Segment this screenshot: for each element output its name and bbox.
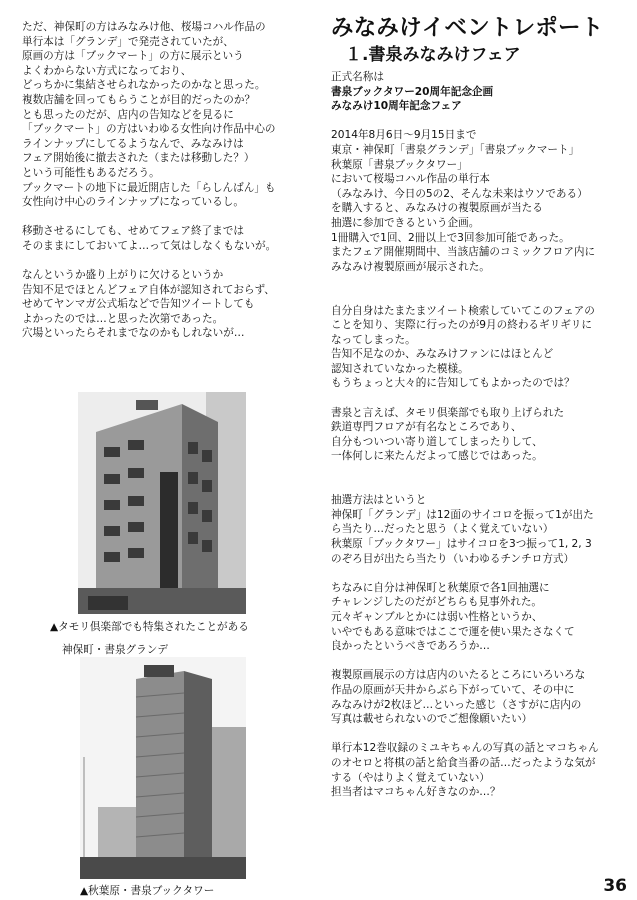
text-line: 写真は載せられないのでご想像願いたい） [331,713,533,726]
paragraph [22,224,304,253]
text-line: 2014年8月6日～9月15日まで [331,129,477,142]
paragraph [22,20,304,210]
text-line: 原画の方は「ブックマート」の方に展示という [22,50,244,63]
text-line: 告知不足なのか、みなみけファンにはほとんど [331,348,554,361]
paragraph-gap [331,391,631,406]
left-column [22,20,304,341]
page-number: 36 [603,876,627,896]
text-line: またフェア開催期間中、当該店舗のコミックフロア内に [331,246,596,259]
paragraph [331,70,631,114]
right-column [331,14,631,800]
paragraph-gap [331,289,631,304]
text-line: 元々ギャンブルとかには弱い性格というか、 [331,610,543,623]
paragraph [331,304,631,392]
photo2-label: 神保町・書泉グランデ [62,644,168,656]
text-line: 書泉ブックタワー20周年記念企画 [331,85,494,98]
text-line: フェア開始後に撤去された（または移動した？） [22,152,255,165]
text-line: において桜場コハル作品の単行本 [331,173,490,186]
text-line: 秋葉原「書泉ブックタワー」 [331,158,468,171]
text-line: 東京・神保町「書泉グランデ」「書泉ブックマート」 [331,143,580,156]
text-line: チャレンジしたのだがどちらも見事外れた。 [331,596,543,609]
text-line: 穴場といったらそれまでなのかもしれないが… [22,327,245,340]
paragraph-gap [331,727,631,742]
text-line: みなみけ複製原画が展示された。 [331,260,490,273]
text-line: 抽選に参加できるという企画。 [331,216,480,229]
article-title: みなみけイベントレポート [331,15,604,41]
text-line: 担当者はマコちゃん好きなのか…？ [331,786,501,799]
left-body-text [22,20,304,341]
text-line: よくわからない方式になっており、 [22,64,192,77]
photo-shosen-book-tower [80,657,246,879]
text-line: を購入すると、みなみけの複製原画が当たる [331,202,543,215]
paragraph-gap [331,274,631,289]
photo-shosen-grande [78,392,246,614]
text-line: 1冊購入で1回、2冊以上で3回参加可能であった。 [331,231,570,244]
text-line: 移動させるにしても、せめてフェア終了までは [22,225,244,238]
text-line: 書泉と言えば、タモリ倶楽部でも取り上げられた [331,406,565,419]
text-line: する（やはりよく覚えていない） [331,771,490,784]
paragraph [331,581,631,654]
right-body-text [331,70,631,800]
text-line: のオセロと将棋の話と給食当番の話…だったような気が [331,756,596,769]
text-line: 単行本は「グランデ」で発売されていたが、 [22,35,234,48]
text-line: 自分もついつい寄り道してしまったりして、 [331,435,543,448]
text-line: 複製原画展示の方は店内のいたるところにいろいろな [331,669,586,682]
building-photo-grande [78,392,246,614]
paragraph [331,741,631,799]
paragraph-gap [22,210,304,225]
text-line: 鉄道専門フロアが有名なところであり、 [331,421,522,434]
text-line: ブックマートの地下に最近開店した「らしんばん」も [22,181,276,194]
text-line: とも思ったのだが、店内の告知などを見るに [22,108,234,121]
paragraph-gap [331,114,631,129]
text-line: いやでもある意味ではここで運を使い果たさなくて [331,625,575,638]
photo1-caption: ▲タモリ倶楽部でも特集されたことがある [50,621,249,633]
paragraph-gap [331,654,631,669]
paragraph-gap [331,464,631,479]
text-line: のぞろ目が出たら当たり（いわゆるチンチロ方式） [331,552,575,565]
text-line: （みなみけ、今日の5の2、そんな未来はウソである） [331,187,588,200]
text-line: ラインナップにしてるようなんで、みなみけは [22,137,244,150]
text-line: 告知不足でほとんどフェア自体が認知されておらず、 [22,283,275,296]
text-line: 神保町「グランデ」は12面のサイコロを振って1が出た [331,508,594,521]
paragraph-gap [22,254,304,269]
text-line: 秋葉原「ブックタワー」はサイコロを3つ振って1, 2, 3 [331,538,592,550]
paragraph [331,406,631,464]
photo3-caption: ▲秋葉原・書泉ブックタワー [80,885,215,897]
text-line: よかったのでは…と思った次第であった。 [22,312,224,325]
text-line: 良かったというべきであろうか… [331,640,490,653]
text-line: みなみけ10周年記念フェア [331,100,462,113]
text-line: せめてヤンマガ公式垢などで告知ツイートしても [22,298,255,311]
text-line: もうちょっと大々的に告知してもよかったのでは？ [331,377,575,390]
paragraph-gap [331,479,631,494]
text-line: そのままにしておいてよ…って気はしなくもないが。 [22,239,277,252]
text-line: どっちかに集結させられなかったのかなと思った。 [22,79,266,92]
paragraph [331,668,631,726]
paragraph [331,128,631,274]
text-line: 一体何しに来たんだよって感じではあった。 [331,450,543,463]
text-line: ただ、神保町の方はみなみけ他、桜場コハル作品の [22,21,266,33]
text-line: ら当たり…だったと思う（よく覚えていない） [331,523,554,536]
article-subtitle: １.書泉みなみけフェア [345,45,521,65]
text-line: 単行本12巻収録のミユキちゃんの写真の話とマコちゃん [331,742,599,755]
text-line: 作品の原画が天井からぶら下がっていて、その中に [331,683,575,696]
text-line: なってしまった。 [331,333,416,346]
text-line: 複数店舗を回ってもらうことが目的だったのか？ [22,93,256,106]
paragraph-gap [331,566,631,581]
text-line: 自分自身はたまたまツイート検索していてこのフェアの [331,304,595,317]
building-photo-booktower [80,657,246,879]
paragraph [331,493,631,566]
text-line: 正式名称は [331,71,384,83]
text-line: 認知されていなかった模様。 [331,362,469,375]
text-line: 抽選方法はというと [331,494,427,507]
text-line: なんというか盛り上がりに欠けるというか [22,269,224,282]
text-line: という可能性もあるだろう。 [22,166,160,179]
text-line: 女性向け中心のラインナップになっているし。 [22,196,244,209]
text-line: 「ブックマート」の方はいわゆる女性向け作品中心の [22,123,276,136]
text-line: みなみけが2枚ほど…といった感じ（さすがに店内の [331,698,582,711]
text-line: ことを知り、実際に行ったのが9月の終わるギリギリに [331,319,592,332]
paragraph [22,268,304,341]
text-line: ちなみに自分は神保町と秋葉原で各1回抽選に [331,581,550,594]
